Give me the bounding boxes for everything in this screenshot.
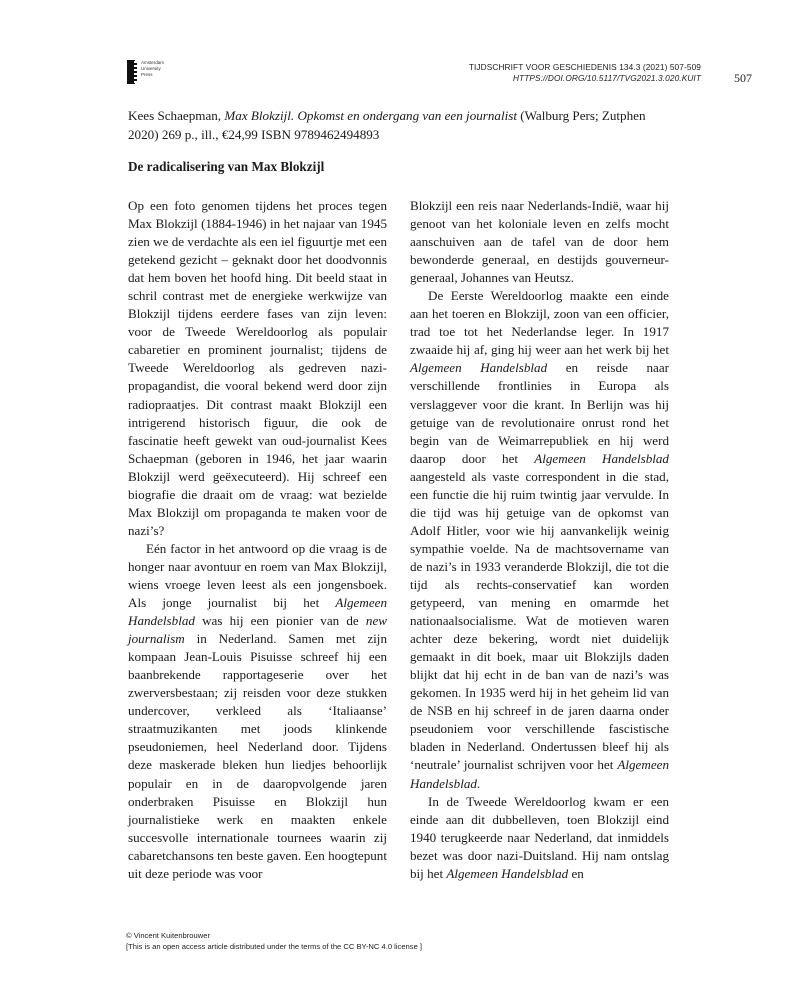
section-title: De radicalisering van Max Blokzijl (128, 159, 325, 174)
paragraph: Blokzijl een reis naar Nederlands-Indië, waar hij genoot van het koloniale leven en zelfs mocht aanschuiven aan de tafel van de door hem bewonderde generaal, en destijds gouverneur-generaal, Johannes van Heutsz. (410, 198, 669, 286)
citation-title: Max Blokzijl. Opkomst en ondergang van een journalist (224, 108, 517, 123)
journal-line: TIJDSCHRIFT VOOR GESCHIEDENIS 134.3 (2021) 507-509 (468, 62, 701, 72)
paragraph: Eén factor in het antwoord op die vraag is de honger naar avontuur en roem van Max Blokzijl, wiens vroege leven leest als een jongensboek. Als jonge journalist bij het Algemeen Handelsblad was hij een pionier van de new journalism in Nederland. Samen met zijn kompaan Jean-Louis Pisuisse schreef hij een baanbrekende rapportageserie over het zwerversbestaan; zij reisden voor deze stukken undercover, verkleed als ‘Italiaanse’ straatmuzikanten met joods klinkende pseudoniemen, heel Nederland door. Tijdens deze maskerade bleken hun liedjes behoorlijk populair en in de daaropvolgende jaren onderbraken Pisuisse en Blokzijl hun journalistieke werk en maakten enkele succesvolle internationale tournees waarin zij cabaretchansons ten beste gaven. Een hoogtepunt uit deze periode was voor (128, 540, 387, 881)
page-number: 507 (734, 71, 752, 85)
page-footer (126, 931, 422, 952)
paragraph: In de Tweede Wereldoorlog kwam er een einde aan dit dubbelleven, toen Blokzijl eind 1940 terugkeerde naar Nederland, dat inmiddels bezet was door nazi-Duitsland. Hij nam ontslag bij het Algemeen Handelsblad en (410, 793, 669, 881)
book-citation (128, 106, 668, 144)
publisher-name: Amsterdam University Press (141, 60, 165, 77)
journal-header (469, 62, 701, 84)
citation-details: (Walburg Pers; Zutphen 2020) 269 p., ill., €24,99 ISBN 9789462494893 (128, 108, 646, 142)
doi-link[interactable]: HTTPS://DOI.ORG/10.5117/TVG2021.3.020.KUIT (512, 73, 701, 83)
license-notice: [This is an open access article distributed under the terms of the CC BY-NC 4.0 license ] (126, 941, 423, 951)
copyright-notice: © Vincent Kuitenbrouwer (126, 931, 210, 940)
citation-author: Kees Schaepman, (128, 108, 225, 123)
paragraph: De Eerste Wereldoorlog maakte een einde aan het toeren en Blokzijl, zoon van een officier, trad toe tot het Nederlandse leger. In 1917 zwaaide hij af, ging hij weer aan het werk bij het Algemeen Handelsblad en reisde naar verschillende frontlinies in Europa als verslaggever voor die krant. In Berlijn was hij getuige van de revolutionaire onrust rond het begin van de Weimarrepubliek en hij werd daarop door het Algemeen Handelsblad aangesteld als vaste correspondent in die stad, een functie die hij ruim twintig jaar vervulde. In die tijd was hij getuige van de opkomst van Adolf Hitler, voor wie hij aanvankelijk weinig sympathie voelde. Na de machtsovername van de nazi’s in 1933 veranderde Blokzijl, die tot die tijd als rechts-conservatief kan worden getypeerd, van mening en omarmde het nationaalsocialisme. Wat de motieven waren achter deze bekering, wordt niet duidelijk gemaakt in dit boek, maar uit Blokzijls daden blijkt dat hij echt in de ban van de nazi’s was gekomen. In 1935 werd hij in het geheim lid van de NSB en hij schreef in de jaren daarna onder pseudoniem voor verschillende fascistische bladen in Nederland. Ondertussen bleef hij als ‘neutrale’ journalist schrijven voor het Algemeen Handelsblad. (410, 288, 669, 791)
amsterdam-university-press-logo-icon (127, 60, 135, 84)
paragraph: Op een foto genomen tijdens het proces tegen Max Blokzijl (1884-1946) in het najaar van 1945 zien we de verdachte als een iel figuurtje met een getekend gezicht – geknakt door het doodvonnis dat hem boven het hoofd hing. Dit beeld staat in schril contrast met de energieke werkwijze van Blokzijl tijdens eerdere fases van zijn leven: voor de Tweede Wereldoorlog als populair cabaretier en prominent journalist; tijdens de Tweede Wereldoorlog als gedreven nazi-propagandist, die vooral bekend werd door zijn radiopraatjes. Dit contrast maakt Blokzijl een intrigerend historisch figuur, die ook de fascinatie heeft gewekt van oud-journalist Kees Schaepman (geboren in 1946, het jaar waarin Blokzijl werd geëxecuteerd). Hij schreef een biografie die draait om de vraag: wat bezielde Max Blokzijl om propaganda te maken voor de nazi’s? (128, 198, 387, 538)
publisher-logo (127, 60, 164, 84)
body-column-left (128, 197, 387, 883)
body-column-right (410, 197, 669, 883)
